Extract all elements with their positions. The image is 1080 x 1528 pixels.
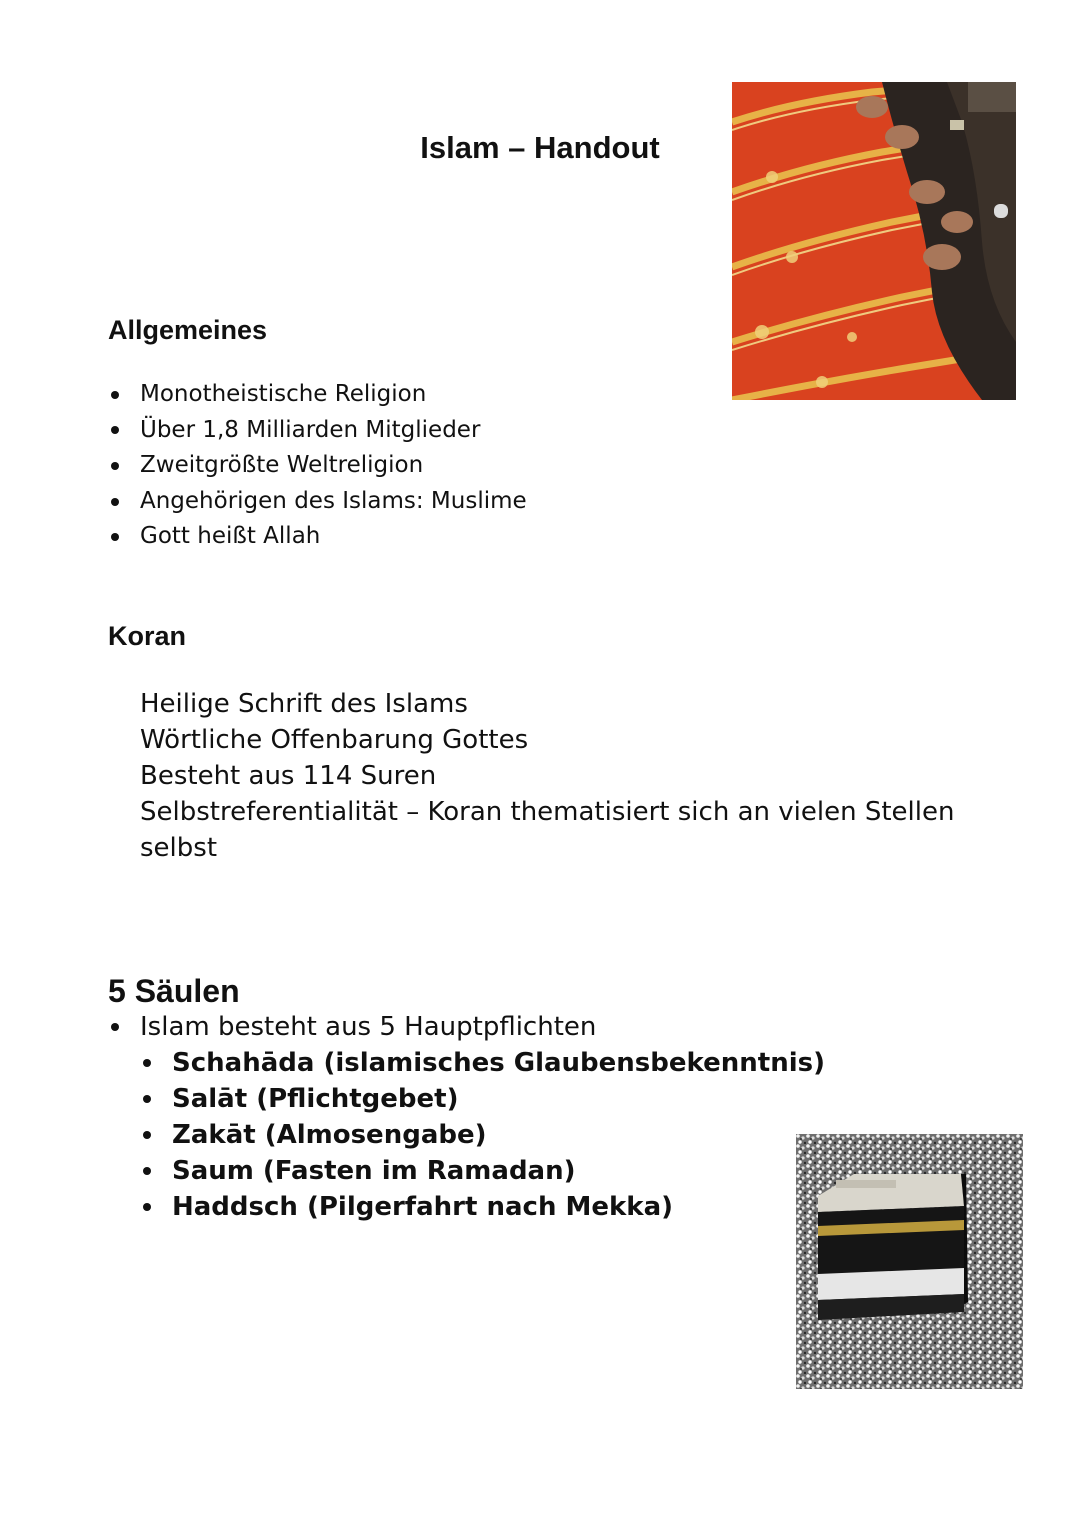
koran-line: Besteht aus 114 Suren xyxy=(140,761,437,791)
list-item: Islam besteht aus 5 Hauptpflichten xyxy=(108,1009,596,1045)
list-item: Angehörigen des Islams: Muslime xyxy=(108,484,527,520)
koran-line: Selbstreferentialität – Koran thematisiert sich an vielen Stellen xyxy=(140,797,955,827)
pillar-item: Saum (Fasten im Ramadan) xyxy=(140,1153,825,1189)
prayer-photo xyxy=(732,82,1016,400)
koran-line: Wörtliche Offenbarung Gottes xyxy=(140,725,529,755)
saeulen-intro-list xyxy=(108,1009,596,1045)
list-item: Zweitgrößte Weltreligion xyxy=(108,448,527,484)
pillar-item: Haddsch (Pilgerfahrt nach Mekka) xyxy=(140,1189,825,1225)
list-item: Über 1,8 Milliarden Mitglieder xyxy=(108,413,527,449)
prayer-photo-illustration xyxy=(732,82,1016,400)
section-heading-allgemeines: Allgemeines xyxy=(108,315,268,345)
page-title: Islam – Handout xyxy=(420,130,660,165)
kaaba-photo xyxy=(796,1134,1023,1389)
pillar-item: Schahāda (islamisches Glaubensbekenntnis) xyxy=(140,1045,825,1081)
list-item: Gott heißt Allah xyxy=(108,519,527,555)
pillars-list xyxy=(140,1045,825,1225)
section-heading-koran: Koran xyxy=(108,621,187,651)
koran-text xyxy=(140,686,954,866)
kaaba-photo-illustration xyxy=(796,1134,1023,1389)
list-item: Monotheistische Religion xyxy=(108,377,527,413)
pillar-item: Salāt (Pflichtgebet) xyxy=(140,1081,825,1117)
koran-line: Heilige Schrift des Islams xyxy=(140,689,468,719)
koran-line: selbst xyxy=(140,833,218,863)
pillar-item: Zakāt (Almosengabe) xyxy=(140,1117,825,1153)
allgemeines-list xyxy=(108,377,527,555)
section-heading-saeulen: 5 Säulen xyxy=(108,973,240,1009)
